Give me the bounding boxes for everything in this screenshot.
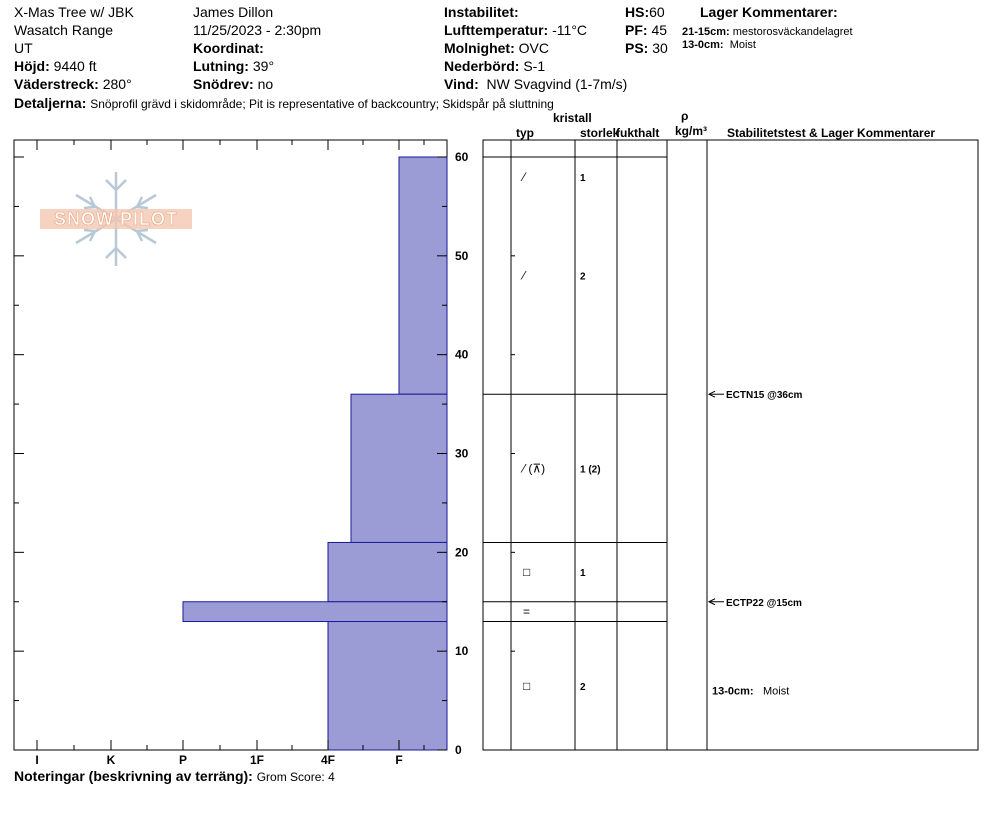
location: X-Mas Tree w/ JBK bbox=[14, 4, 134, 20]
col-moisture: fukthalt bbox=[616, 126, 660, 140]
grain-table bbox=[483, 140, 978, 750]
hardness-tick-label: K bbox=[106, 753, 116, 767]
grain-type-3: □ bbox=[523, 565, 531, 580]
notes-label: Noteringar (beskrivning av terräng): bbox=[14, 768, 253, 784]
hardness-tick-label: F bbox=[395, 753, 403, 767]
hardness-bars bbox=[183, 157, 447, 750]
hardness-bar-1 bbox=[351, 394, 447, 542]
coord-label: Koordinat: bbox=[193, 40, 264, 56]
grain-type-5: □ bbox=[523, 678, 531, 693]
grain-type-2: ⁄ (⊼) bbox=[523, 461, 546, 476]
stability-tests bbox=[709, 390, 803, 698]
elevation-label: Höjd: bbox=[14, 58, 50, 74]
col-crystal: kristall bbox=[553, 111, 592, 125]
grain-size-1: 2 bbox=[580, 271, 586, 283]
layer-comments-title: Lager Kommentarer: bbox=[700, 4, 838, 20]
depth-tick-label: 20 bbox=[455, 545, 469, 560]
grain-type-4: = bbox=[523, 604, 531, 619]
depth-tick-label: 60 bbox=[455, 150, 469, 164]
precip-value: S-1 bbox=[523, 58, 546, 74]
depth-tick-label: 0 bbox=[455, 743, 462, 757]
details-label: Detaljerna: bbox=[14, 95, 87, 111]
depth-tick-label: 10 bbox=[455, 644, 469, 659]
aspect-value: 280° bbox=[102, 76, 132, 92]
state: UT bbox=[14, 40, 33, 56]
sky-value: OVC bbox=[518, 40, 549, 56]
ps-value: 30 bbox=[652, 40, 668, 56]
grain-rows bbox=[520, 170, 601, 693]
hs-value: 60 bbox=[649, 4, 665, 20]
wind-value: NW Svagvind (1-7m/s) bbox=[486, 76, 628, 92]
hardness-tick-label: 4F bbox=[320, 753, 336, 767]
aspect-label: Väderstreck: bbox=[14, 76, 99, 92]
hs-label: HS: bbox=[625, 4, 650, 20]
test-label-0: ECTN15 @36cm bbox=[726, 390, 803, 402]
hardness-bar-0 bbox=[399, 157, 447, 394]
layer-comment-2-text: Moist bbox=[729, 39, 756, 51]
instability-label: Instabilitet: bbox=[444, 4, 519, 20]
pf-label: PF: bbox=[625, 22, 648, 38]
col-size: storlek bbox=[580, 126, 620, 140]
hardness-bar-2 bbox=[328, 542, 447, 601]
layer-comment-2-range: 13-0cm: bbox=[682, 39, 724, 51]
right-comment-range-0: 13-0cm: bbox=[712, 685, 754, 698]
hardness-tick-label: I bbox=[35, 753, 39, 767]
wind-label: Vind: bbox=[444, 76, 479, 92]
depth-tick-label: 40 bbox=[455, 347, 469, 362]
grain-size-2: 1 (2) bbox=[580, 464, 601, 476]
airtemp-label: Lufttemperatur: bbox=[444, 22, 549, 38]
table-frame bbox=[483, 140, 978, 750]
grain-size-0: 1 bbox=[580, 172, 586, 184]
col-type: typ bbox=[516, 126, 534, 140]
depth-tick-label: 30 bbox=[455, 446, 469, 461]
airtemp-value: -11°C bbox=[552, 22, 588, 38]
grain-type-0: ⁄ bbox=[523, 169, 526, 184]
details-text: Snöprofil grävd i skidområde; Pit is representative of backcountry; Skidspår på sluttning bbox=[90, 97, 554, 111]
right-comment-text-0: Moist bbox=[763, 685, 790, 698]
sky-label: Molnighet: bbox=[444, 40, 515, 56]
notes-text: Grom Score: 4 bbox=[256, 770, 335, 784]
precip-label: Nederbörd: bbox=[444, 58, 520, 74]
col-stability: Stabilitetstest & Lager Kommentarer bbox=[727, 126, 936, 140]
test-label-1: ECTP22 @15cm bbox=[726, 597, 802, 609]
layer-comment-1-text: mestorosväckandelagret bbox=[732, 26, 853, 38]
grain-size-3: 1 bbox=[580, 568, 586, 580]
hardness-tick-label: P bbox=[178, 753, 188, 767]
hardness-tick-label: 1F bbox=[249, 753, 265, 767]
slope-label: Lutning: bbox=[193, 58, 249, 74]
logo-text: SNOW PILOT bbox=[54, 209, 178, 229]
slope-value: 39° bbox=[252, 58, 275, 74]
range: Wasatch Range bbox=[14, 22, 114, 38]
datetime: 11/25/2023 - 2:30pm bbox=[193, 22, 322, 38]
drift-value: no bbox=[257, 76, 274, 92]
elevation-value: 9440 ft bbox=[53, 58, 97, 74]
hardness-bar-4 bbox=[328, 622, 447, 750]
col-density: kg/m³ bbox=[675, 124, 708, 138]
pf-value: 45 bbox=[651, 22, 668, 38]
grain-type-1: ⁄ bbox=[523, 268, 526, 283]
layer-comment-1-range: 21-15cm: bbox=[682, 26, 730, 38]
observer: James Dillon bbox=[193, 4, 274, 20]
depth-tick-label: 50 bbox=[455, 248, 469, 263]
col-rho: ρ bbox=[681, 109, 689, 123]
ps-label: PS: bbox=[625, 40, 649, 56]
grain-size-5: 2 bbox=[580, 681, 586, 693]
drift-label: Snödrev: bbox=[193, 76, 254, 92]
snowpilot-logo bbox=[40, 172, 192, 266]
hardness-bar-3 bbox=[183, 602, 447, 622]
